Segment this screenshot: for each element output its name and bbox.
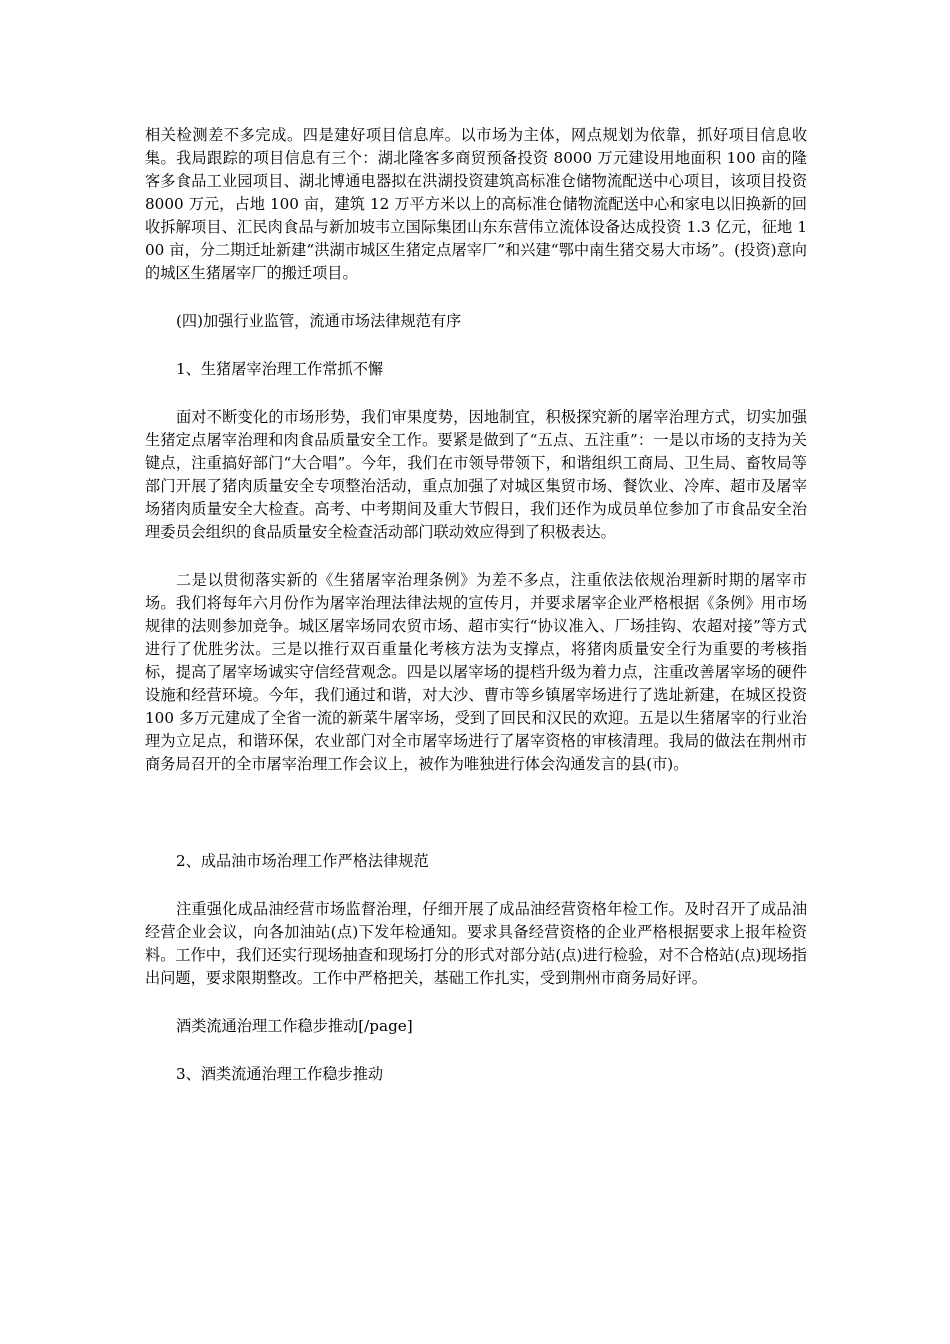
spacer	[145, 544, 807, 569]
paragraph-slaughter-management: 面对不断变化的市场形势，我们审果度势，因地制宜，积极探究新的屠宰治理方式，切实加强生猪定点屠宰治理和肉食品质量安全工作。要紧是做到了“五点、五注重”：一是以市场的支持为关键点，注重搞好部门“大合唱”。今年，我们在市领导带领下，和谐组织工商局、卫生局、畜牧局等部门开展了猪肉质量安全专项整治活动，重点加强了对城区集贸市场、餐饮业、冷库、超市及屠宰场猪肉质量安全大检查。高考、中考期间及重大节假日，我们还作为成员单位参加了市食品安全治理委员会组织的食品质量安全检查活动部门联动效应得到了积极表达。	[145, 408, 807, 541]
subheading-liquor-page-marker: 酒类流通治理工作稳步推动[/page]	[176, 1017, 413, 1035]
paragraph-project-info: 相关检测差不多完成。四是建好项目信息库。以市场为主体，网点规划为依靠，抓好项目信息收集。我局跟踪的项目信息有三个：湖北隆客多商贸预备投资 8000 万元建设用地面积 100 亩的隆客多食品工业园项目、湖北博通电器拟在洪湖投资建筑高标准仓储物流配送中心项目，该项目投资 8000 万元，占地 100 亩，建筑 12 万平方米以上的高标准仓储物流配送中心和家电以旧换新的回收拆解项目、汇民肉食品与新加坡韦立国际集团山东东营伟立流体设备达成投资 1.3 亿元，征地 100 亩，分二期迁址新建“洪湖市城区生猪定点屠宰厂”和兴建“鄂中南生猪交易大市场”。(投资)意向的城区生猪屠宰厂的搬迁项目。	[145, 126, 807, 282]
document-page	[145, 124, 807, 1086]
spacer	[145, 333, 807, 358]
subheading-slaughter: 1、生猪屠宰治理工作常抓不懈	[176, 360, 384, 378]
spacer	[145, 1038, 807, 1063]
paragraph-slaughter-regulations: 二是以贯彻落实新的《生猪屠宰治理条例》为差不多点，注重依法依规治理新时期的屠宰市场。我们将每年六月份作为屠宰治理法律法规的宣传月，并要求屠宰企业严格根据《条例》用市场规律的法则参加竞争。城区屠宰场同农贸市场、超市实行“协议准入、厂场挂钩、农超对接”等方式进行了优胜劣汰。三是以推行双百重量化考核方法为支撑点，将猪肉质量安全行为重要的考核指标，提高了屠宰场诚实守信经营观念。四是以屠宰场的提档升级为着力点，注重改善屠宰场的硬件设施和经营环境。今年，我们通过和谐，对大沙、曹市等乡镇屠宰场进行了选址新建，在城区投资 100 多万元建成了全省一流的新菜牛屠宰场，受到了回民和汉民的欢迎。五是以生猪屠宰的行业治理为立足点，和谐环保，农业部门对全市屠宰场进行了屠宰资格的审核清理。我局的做法在荆州市商务局召开的全市屠宰治理工作会议上，被作为唯独进行体会沟通发言的县(市)。	[145, 571, 807, 773]
spacer	[145, 381, 807, 406]
subheading-oil-market: 2、成品油市场治理工作严格法律规范	[176, 852, 429, 870]
subheading-liquor: 3、酒类流通治理工作稳步推动	[176, 1065, 384, 1083]
spacer	[145, 285, 807, 310]
spacer	[145, 776, 807, 850]
paragraph-oil-market: 注重强化成品油经营市场监督治理，仔细开展了成品油经营资格年检工作。及时召开了成品油经营企业会议，向各加油站(点)下发年检通知。要求具备经营资格的企业严格根据要求上报年检资料。工作中，我们还实行现场抽查和现场打分的形式对部分站(点)进行检验，对不合格站(点)现场指出问题，要求限期整改。工作中严格把关，基础工作扎实，受到荆州市商务局好评。	[145, 900, 807, 987]
section-heading-supervision: (四)加强行业监管，流通市场法律规范有序	[176, 312, 462, 330]
spacer	[145, 873, 807, 898]
spacer	[145, 990, 807, 1015]
